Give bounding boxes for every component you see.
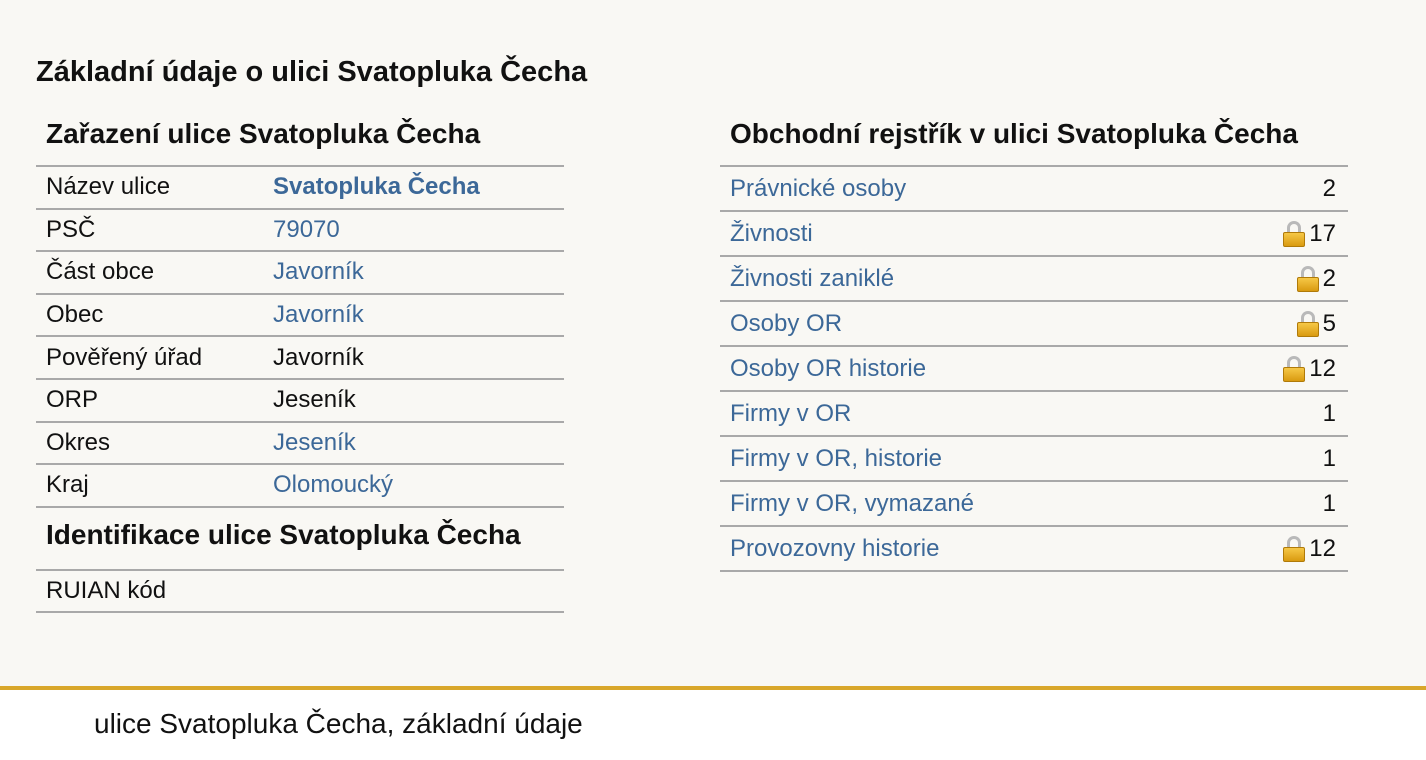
classification-title: Zařazení ulice Svatopluka Čecha [36,114,564,167]
count-value: 1 [1322,399,1336,427]
footer-text: ulice Svatopluka Čecha, základní údaje [94,708,583,739]
region-link[interactable]: Olomoucký [273,471,394,499]
registry-row-legal-entities [720,167,1348,212]
business-registry-panel [720,114,1348,572]
registry-row-or-persons-history [720,347,1348,392]
registry-row-or-companies-deleted [720,482,1348,527]
registry-row-or-companies [720,392,1348,437]
table-row-authorized-office [36,337,564,380]
legal-entities-link[interactable]: Právnické osoby [730,174,907,202]
row-label: ORP [46,386,99,414]
registry-row-or-persons [720,302,1348,347]
registry-count [1283,220,1336,248]
premises-history-link[interactable]: Provozovny historie [730,534,940,562]
lock-icon [1283,536,1305,562]
page-title: Základní údaje o ulici Svatopluka Čecha [36,56,588,88]
lock-icon [1297,311,1319,337]
table-row-ruian [36,571,564,614]
street-name-link[interactable]: Svatopluka Čecha [273,173,480,201]
count-value: 12 [1309,534,1336,562]
defunct-trades-link[interactable]: Živnosti zaniklé [730,264,895,292]
registry-title: Obchodní rejstřík v ulici Svatopluka Čecha [720,114,1348,167]
registry-count [1323,175,1336,203]
row-label: Pověřený úřad [46,343,203,371]
authorized-office-value: Javorník [273,343,364,371]
registry-count [1323,490,1336,518]
district-link[interactable]: Jeseník [273,428,356,456]
registry-count [1323,445,1336,473]
count-value: 1 [1322,444,1336,472]
or-persons-link[interactable]: Osoby OR [730,309,843,337]
table-row-street-name [36,167,564,210]
or-companies-deleted-link[interactable]: Firmy v OR, vymazané [730,489,975,517]
count-value: 1 [1322,489,1336,517]
registry-row-premises-history [720,527,1348,572]
count-value: 2 [1322,264,1336,292]
psc-link[interactable]: 79070 [273,215,340,243]
municipality-link[interactable]: Javorník [273,301,364,329]
count-value: 17 [1309,219,1336,247]
street-classification-panel [36,114,564,613]
or-companies-history-link[interactable]: Firmy v OR, historie [730,444,943,472]
municipality-part-link[interactable]: Javorník [273,258,364,286]
registry-row-trades [720,212,1348,257]
trades-link[interactable]: Živnosti [730,219,813,247]
or-persons-history-link[interactable]: Osoby OR historie [730,354,927,382]
registry-count [1297,265,1336,293]
table-row-municipality-part [36,252,564,295]
or-companies-link[interactable]: Firmy v OR [730,399,852,427]
row-label: Kraj [46,471,89,499]
lock-icon [1283,221,1305,247]
count-value: 5 [1322,309,1336,337]
footer [0,690,1426,760]
registry-count [1297,310,1336,338]
count-value: 12 [1309,354,1336,382]
table-row-region [36,465,564,508]
row-label: Obec [46,301,104,329]
table-row-psc [36,210,564,253]
row-label: RUIAN kód [46,577,167,605]
table-row-municipality [36,295,564,338]
registry-row-defunct-trades [720,257,1348,302]
registry-count [1323,400,1336,428]
row-label: PSČ [46,215,96,243]
row-label: Část obce [46,258,155,286]
count-value: 2 [1322,174,1336,202]
registry-count [1283,535,1336,563]
registry-count [1283,355,1336,383]
table-row-district [36,423,564,466]
lock-icon [1297,266,1319,292]
orp-value: Jeseník [273,386,356,414]
row-label: Název ulice [46,173,171,201]
registry-row-or-companies-history [720,437,1348,482]
identification-title: Identifikace ulice Svatopluka Čecha [36,508,564,571]
table-row-orp [36,380,564,423]
lock-icon [1283,356,1305,382]
row-label: Okres [46,428,111,456]
